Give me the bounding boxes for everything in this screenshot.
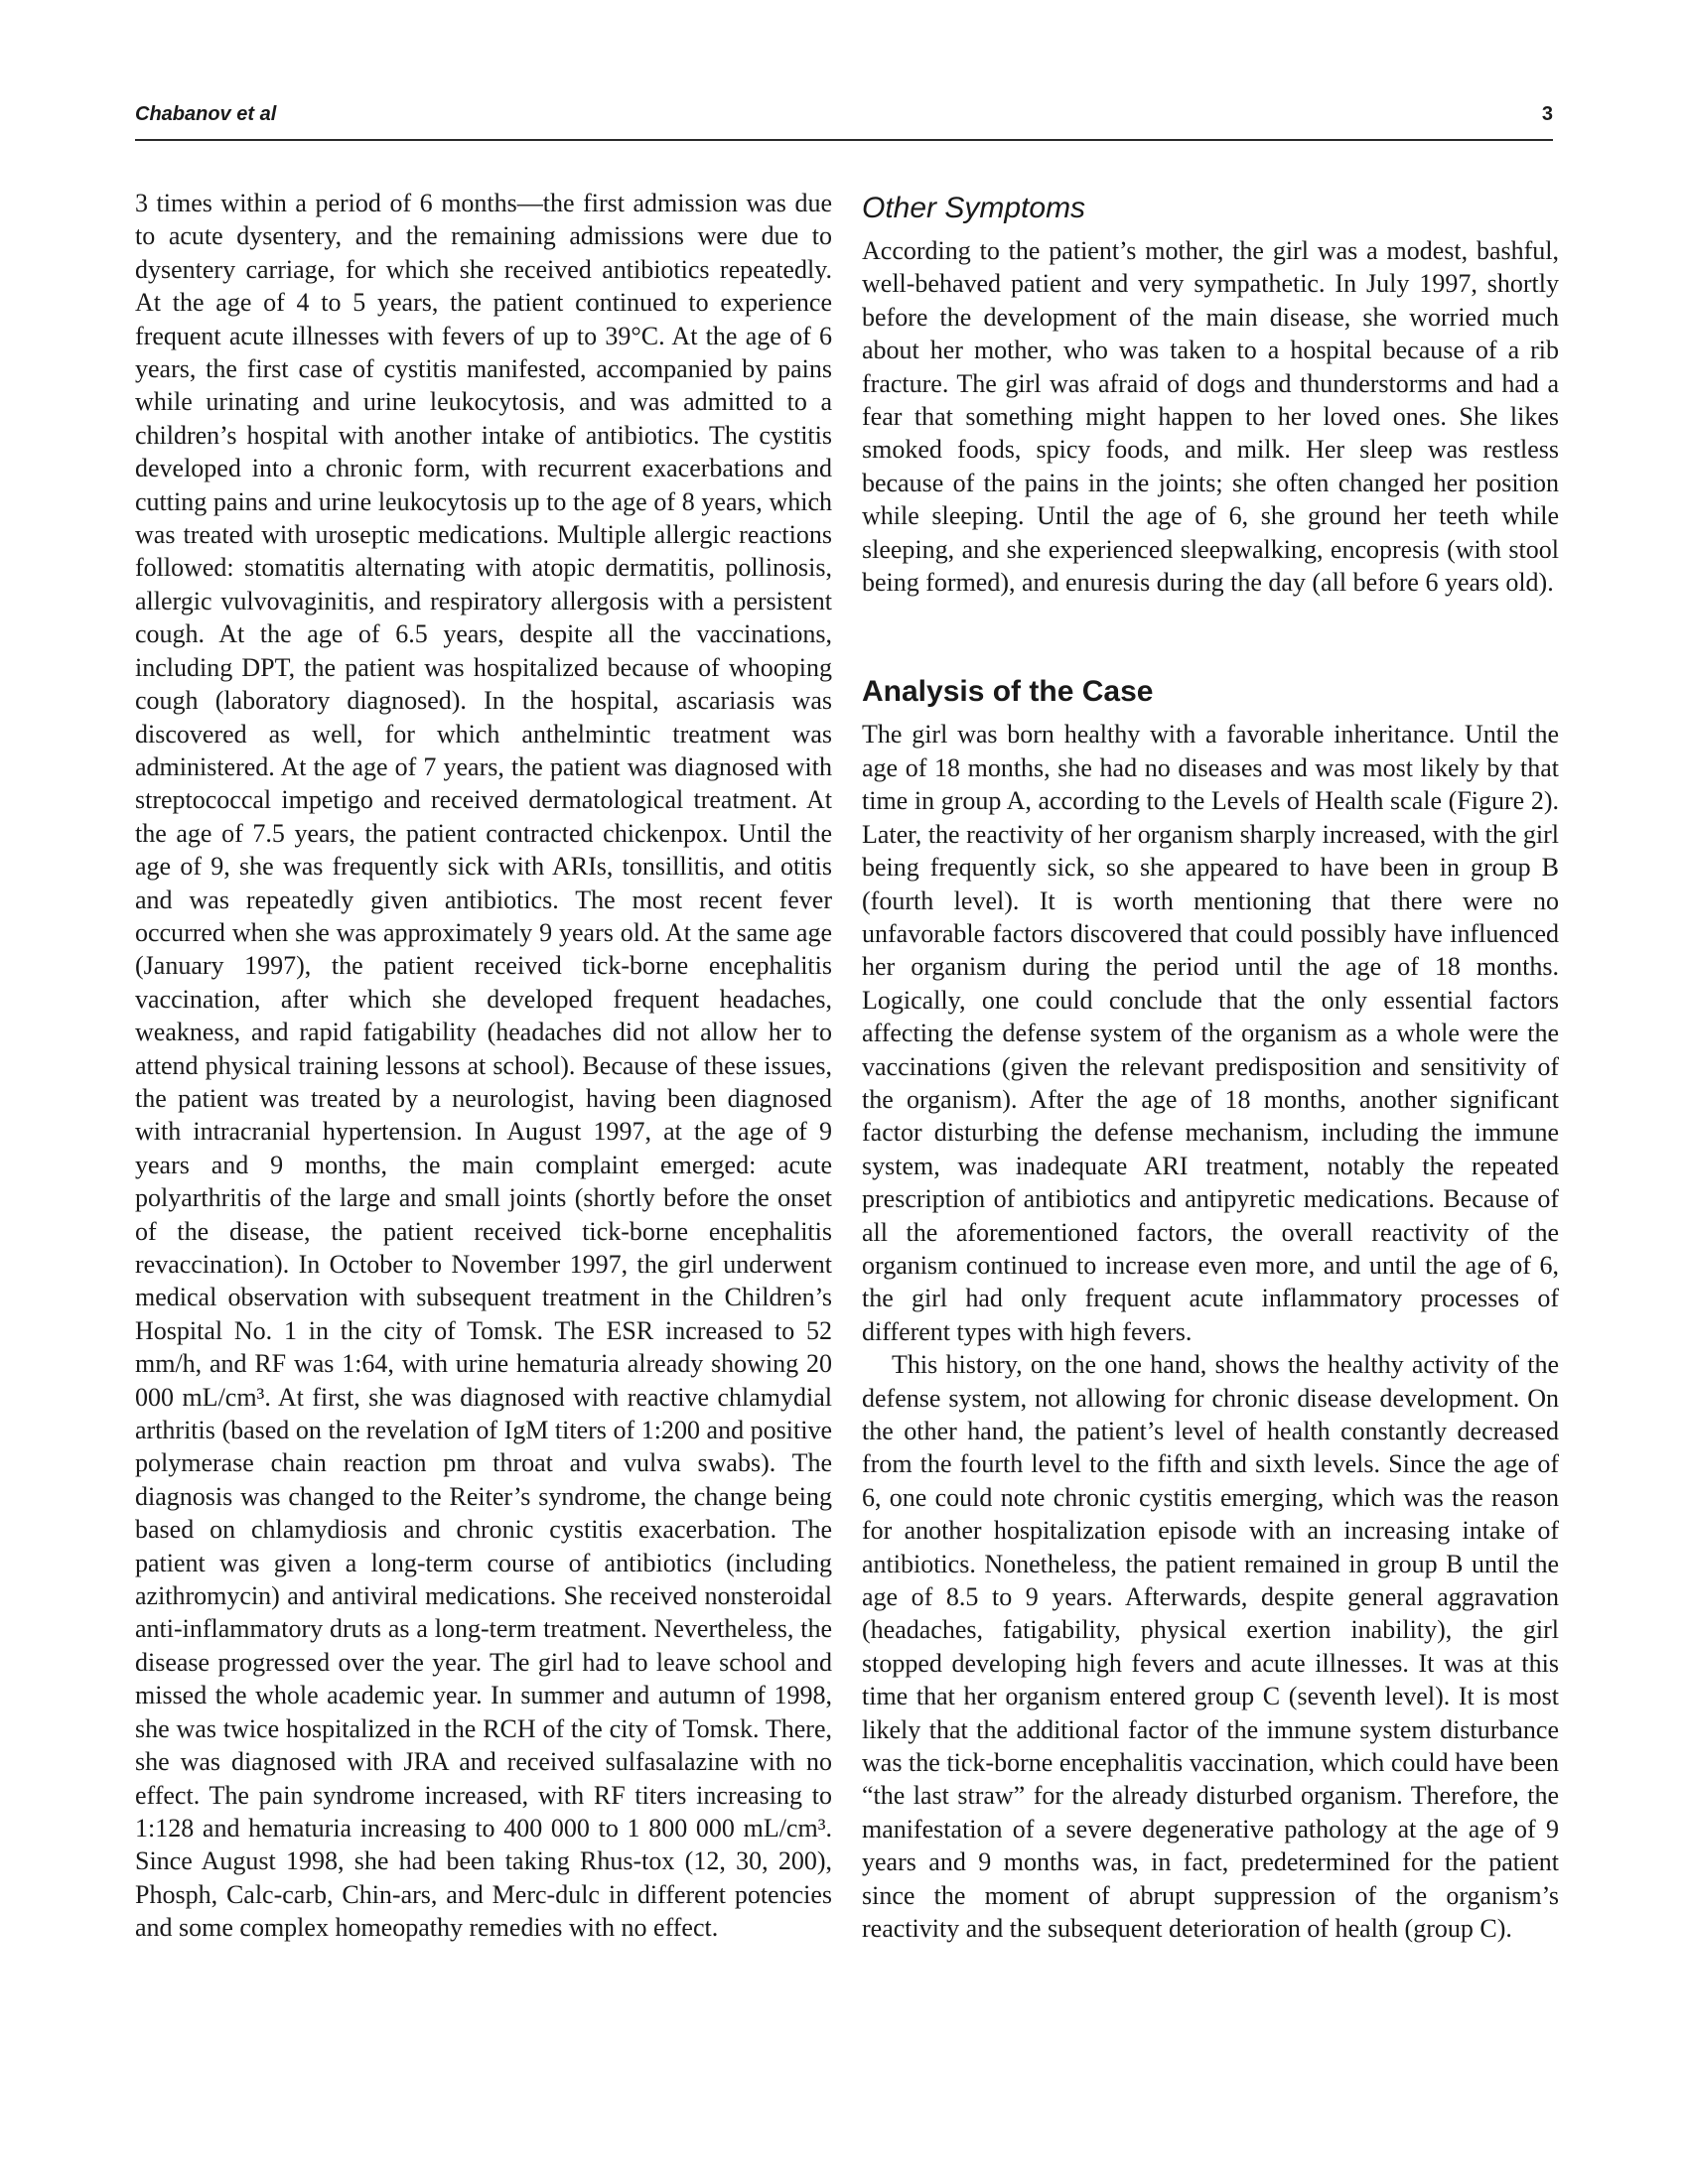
subsection-heading: Other Symptoms	[862, 192, 1086, 224]
running-head	[135, 99, 1553, 141]
page-number: 3	[1541, 103, 1553, 125]
running-author: Chabanov et al	[135, 103, 277, 125]
body-paragraph: The girl was born healthy with a favorable inheritance. Until the age of 18 months, she had no diseases and was most likely by that time in group A, according to the Levels of Health scale (Figure 2). Later, the reactivity of her organism sharply increased, with the girl being frequently sick, so she appeared to have been in group B (fourth level). It is worth mentioning that there were no unfavorable factors discovered that could possibly have influenced her organism during the period until the age of 18 months. Logically, one could conclude that the only essential factors affecting the defense system of the organism as a whole were the vaccinations (given the relevant predisposition and sensitivity of the organism). After the age of 18 months, another significant factor disturbing the defense mechanism, including the immune system, was inadequate ARI treatment, notably the repeated prescription of antibiotics and antipyretic medications. Because of all the aforementioned factors, the overall reactivity of the organism continued to increase even more, and until the age of 6, the girl had only frequent acute inflammatory processes of different types with high fevers.	[862, 720, 1559, 1346]
body-paragraph: According to the patient’s mother, the girl was a modest, bashful, well-behaved patient and very sympathetic. In July 1997, shortly before the development of the main disease, she worried much about her mother, who was taken to a hospital because of a rib fracture. The girl was afraid of dogs and thunderstorms and had a fear that something might happen to her loved ones. She likes smoked foods, spicy foods, and milk. Her sleep was restless because of the pains in the joints; she often changed her position while sleeping. Until the age of 6, she ground her teeth while sleeping, and she experienced sleepwalking, encopresis (with stool being formed), and enuresis during the day (all before 6 years old).	[862, 236, 1559, 598]
left-column	[135, 187, 832, 1945]
body-paragraph: This history, on the one hand, shows the healthy activity of the defense system, not allowing for chronic disease development. On the other hand, the patient’s level of health constantly decreased from the fourth level to the fifth and sixth levels. Since the age of 6, one could note chronic cystitis emerging, which was the reason for another hospitalization episode with an increasing intake of antibiotics. Nonetheless, the patient remained in group B until the age of 8.5 to 9 years. Afterwards, despite general aggravation (headaches, fatigability, physical exertion inability), the girl stopped developing high fevers and acute illnesses. It was at this time that her organism entered group C (seventh level). It is most likely that the additional factor of the immune system disturbance was the tick-borne encephalitis vaccination, which could have been “the last straw” for the already disturbed organism. Therefore, the manifestation of a severe degenerative pathology at the age of 9 years and 9 months was, in fact, predetermined for the patient since the moment of abrupt suppression of the organism’s reactivity and the subsequent deterioration of health (group C).	[862, 1350, 1559, 1944]
body-paragraph: 3 times within a period of 6 months—the first admission was due to acute dysentery, and the remaining admissions were due to dysentery carriage, for which she received antibiotics repeatedly. At the age of 4 to 5 years, the patient continued to experience frequent acute illnesses with fevers of up to 39°C. At the age of 6 years, the first case of cystitis manifested, accompanied by pains while urinating and urine leukocytosis, and was admitted to a children’s hospital with another intake of antibiotics. The cystitis developed into a chronic form, with recurrent exacerbations and cutting pains and urine leukocytosis up to the age of 8 years, which was treated with uroseptic medications. Multiple allergic reactions followed: stomatitis alternating with atopic dermatitis, pollinosis, allergic vulvovaginitis, and respiratory allergosis with a persistent cough. At the age of 6.5 years, despite all the vaccinations, including DPT, the patient was hospitalized because of whooping cough (laboratory diagnosed). In the hospital, ascariasis was discovered as well, for which anthelmintic treatment was administered. At the age of 7 years, the patient was diagnosed with streptococcal impetigo and received dermatological treatment. At the age of 7.5 years, the patient contracted chickenpox. Until the age of 9, she was frequently sick with ARIs, tonsillitis, and otitis and was repeatedly given antibiotics. The most recent fever occurred when she was approximately 9 years old. At the same age (January 1997), the patient received tick-borne encephalitis vaccination, after which she developed frequent headaches, weakness, and rapid fatigability (headaches did not allow her to attend physical training lessons at school). Because of these issues, the patient was treated by a neurologist, having been diagnosed with intracranial hypertension. In August 1997, at the age of 9 years and 9 months, the main complaint emerged: acute polyarthritis of the large and small joints (shortly before the onset of the disease, the patient received tick-borne encephalitis revaccination). In October to November 1997, the girl underwent medical observation with subsequent treatment in the Children’s Hospital No. 1 in the city of Tomsk. The ESR increased to 52 mm/h, and RF was 1:64, with urine hematuria already showing 20 000 mL/cm³. At first, she was diagnosed with reactive chlamydial arthritis (based on the revelation of IgM titers of 1:200 and positive polymerase chain reaction pm throat and vulva swabs). The diagnosis was changed to the Reiter’s syndrome, the change being based on chlamydiosis and chronic cystitis exacerbation. The patient was given a long-term course of antibiotics (including azithromycin) and antiviral medications. She received nonsteroidal anti-inflammatory druts as a long-term treatment. Nevertheless, the disease progressed over the year. The girl had to leave school and missed the whole academic year. In summer and autumn of 1998, she was twice hospitalized in the RCH of the city of Tomsk. There, she was diagnosed with JRA and received sulfasalazine with no effect. The pain syndrome increased, with RF titers increasing to 1:128 and hematuria increasing to 400 000 to 1 800 000 mL/cm³. Since August 1998, she had been taking Rhus-tox (12, 30, 200), Phosph, Calc-carb, Chin-ars, and Merc-dulc in different potencies and some complex homeopathy remedies with no effect.	[135, 189, 832, 1943]
right-column	[862, 187, 1559, 1946]
section-heading: Analysis of the Case	[862, 675, 1154, 709]
